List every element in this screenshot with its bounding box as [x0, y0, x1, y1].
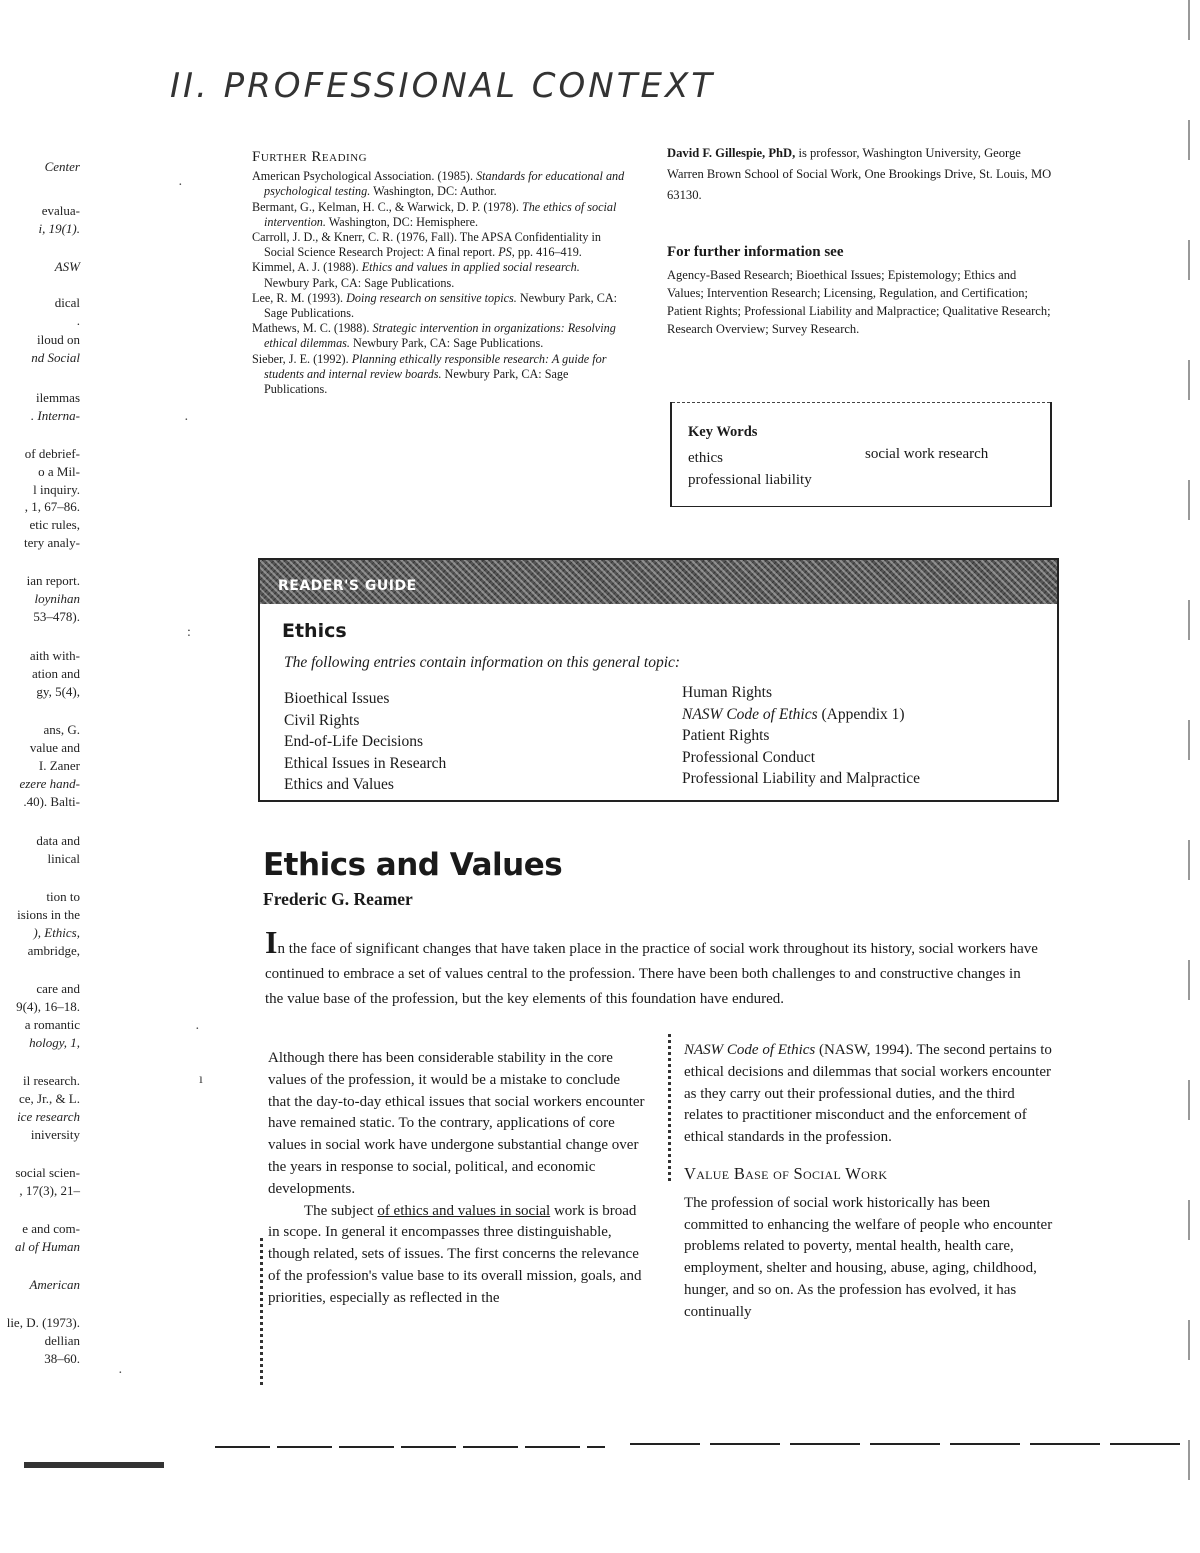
ref-text: Washington, DC: Hemisphere. [325, 214, 479, 229]
lede-text: n the face of significant changes that have taken place in the practice of social work throughout its history, social workers have continued to embrace a set of values central to the profession. There have been both challenges to and constructive changes in the value base of the profession, but the key elements of this foundation have endured. [265, 941, 1038, 1007]
margin-fragment: care and [36, 981, 80, 996]
ref-text: American Psychological Association. (1985). [252, 169, 477, 184]
ref-text: Newbury Park, CA: Sage Publications. [264, 290, 618, 321]
ref-text: Washington, DC: Author. [370, 184, 497, 199]
further-reading-heading: Further Reading [252, 149, 368, 165]
margin-fragment: . [76, 313, 80, 328]
guide-entry: End-of-Life Decisions [284, 733, 424, 750]
underlined-text: in social [496, 1202, 551, 1219]
reference-entry [252, 200, 627, 230]
readers-guide-box [258, 558, 1059, 802]
margin-fragment: dical [54, 295, 80, 310]
guide-entry: Civil Rights [284, 711, 360, 729]
margin-fragment: il research. [22, 1073, 80, 1088]
margin-fragment: linical [47, 851, 80, 866]
margin-fragment: ezere hand- [19, 776, 80, 791]
reference-entry [252, 352, 627, 398]
text-run: (NASW, 1994). The second pertains to ethical decisions and dilemmas that social workers encounter as they carry out their professional duties, and the third relates to practitioner misconduct and the enforcement of ethical standards in the profession. [684, 1042, 1052, 1146]
margin-fragment: i, 19(1). [38, 221, 80, 236]
ref-text: Sieber, J. E. (1992). [252, 351, 352, 366]
margin-fragment: social scien- [15, 1165, 80, 1180]
margin-fragment: lie, D. (1973). [6, 1315, 80, 1330]
margin-fragment: al of Human [15, 1239, 80, 1254]
reference-list [252, 169, 627, 397]
margin-fragment: Center [44, 159, 80, 174]
scan-speck: · [184, 413, 189, 428]
margin-fragment: nd Social [31, 350, 80, 365]
ref-title: Doing research on sensitive topics. [346, 290, 517, 305]
ref-title: Strategic intervention in organizations: Resolving ethical dilemmas. [264, 321, 616, 351]
ref-title: The ethics of social intervention. [264, 199, 617, 229]
margin-fragment: dellian [44, 1333, 80, 1348]
body-paragraph: Although there has been considerable stability in the core values of the profession, it would be a mistake to conclude that the day-to-day ethical issues that social workers encounter have remained static. To the contrary, applications of core values in social work have undergone substantial change over the years in response to social, political, and economic developments. [268, 1050, 645, 1197]
body-paragraph [684, 1040, 1054, 1149]
readers-guide-topic: Ethics [282, 620, 347, 642]
margin-fragment: 9(4), 16–18. [16, 999, 80, 1014]
margin-fragment: iniversity [30, 1127, 80, 1142]
ref-title: Planning ethically responsible research: A guide for students and internal review boards. [264, 351, 607, 381]
margin-fragment: gy, 5(4), [36, 684, 80, 699]
ref-text: Kimmel, A. J. (1988). [252, 260, 362, 275]
article-left-column [268, 1048, 646, 1310]
article-lede [265, 924, 1040, 1012]
ref-text: , pp. 416–419. [511, 245, 582, 260]
key-words-box [670, 402, 1052, 507]
guide-entry [682, 768, 920, 790]
scan-speck: · [178, 178, 183, 193]
margin-fragment: ans, G. [43, 722, 80, 737]
margin-fragment: tion to [46, 889, 80, 904]
keyword: social work research [865, 446, 989, 462]
scan-speck: · [195, 1022, 200, 1037]
keyword: ethics [688, 450, 723, 466]
margin-fragment: evalua- [41, 203, 80, 218]
margin-fragment: aith with- [29, 648, 80, 663]
margin-fragment: ilemmas [35, 390, 80, 405]
ref-text: Lee, R. M. (1993). [252, 290, 347, 305]
box-top-rule [672, 402, 1050, 403]
margin-fragment: hology, 1, [29, 1035, 80, 1050]
further-info-text: Agency-Based Research; Bioethical Issues; Epistemology; Ethics and Values; Intervention Research; Licensing, Regulation, and Certification; Patient Rights; Professional Liability and Malpractice; Qualitative Research; Research Overview; Survey Research. [667, 268, 1051, 336]
key-words-heading: Key Words [688, 424, 758, 440]
readers-guide-right-column [682, 682, 920, 790]
ref-text: Mathews, M. C. (1988). [252, 321, 373, 336]
readers-guide-label: READER'S GUIDE [278, 578, 417, 594]
margin-fragment: , 17(3), 21– [19, 1183, 80, 1198]
struck-text: of ethics and values [377, 1202, 497, 1219]
readers-guide-banner [260, 560, 1057, 604]
margin-fragment: o a Mil- [38, 464, 80, 479]
margin-fragment: isions in the [17, 907, 80, 922]
readers-guide-left-column [284, 688, 446, 796]
margin-fragment: ice research [17, 1109, 80, 1124]
reference-entry [252, 230, 627, 260]
bio-author-name: David F. Gillespie, PhD, [667, 146, 796, 160]
margin-fragment: tery analy- [24, 535, 80, 550]
margin-fragment: a romantic [24, 1017, 80, 1032]
bio-text: is professor, Washington University, George Warren Brown School of Social Work, One Brookings Drive, St. Louis, MO 63130. [667, 146, 1052, 202]
margin-fragment: 53–478). [33, 609, 80, 624]
further-information-section [667, 244, 1052, 338]
cropped-margin-column [0, 158, 112, 1378]
reference-entry [252, 321, 627, 351]
guide-entry [682, 682, 920, 704]
margin-fragment: ), Ethics, [33, 925, 80, 940]
ref-title: Standards for educational and psychological testing. [264, 169, 625, 199]
scan-edge [1188, 0, 1190, 1553]
margin-fragment: value and [29, 740, 80, 755]
reference-entry [252, 260, 627, 290]
italic-title: NASW Code of Ethics [684, 1042, 816, 1058]
article-author: Frederic G. Reamer [263, 889, 413, 909]
margin-fragment: ASW [54, 259, 80, 274]
ref-text: Newbury Park, CA: Sage Publications. [349, 336, 544, 351]
ref-text: Bermant, G., Kelman, H. C., & Warwick, D. P. (1978). [252, 199, 522, 214]
margin-fragment: of debrief- [24, 446, 80, 461]
margin-fragment: ian report. [26, 573, 80, 588]
guide-entry: Ethics and Values [284, 776, 394, 793]
guide-entry: Bioethical Issues [284, 690, 390, 707]
keyword: professional liability [688, 472, 812, 488]
margin-fragment: , 1, 67–86. [24, 499, 80, 514]
margin-fragment: ambridge, [27, 943, 80, 958]
margin-annotation-mark [668, 1034, 671, 1184]
margin-fragment: ce, Jr., & L. [18, 1091, 80, 1106]
margin-fragment: data and [36, 833, 80, 848]
section-heading: Value Base of Social Work [684, 1163, 888, 1183]
guide-entry-text: (Appendix 1) [817, 705, 905, 723]
text-run: work is broad in scope. In general it encompasses three distinguishable, though related, sets of issues. The first concerns the relevance of the profession's value base to its overall mission, goals, and priorities, especially as reflected in the [268, 1202, 642, 1306]
text-run: The subject [304, 1202, 378, 1219]
margin-fragment: . Interna- [30, 408, 80, 423]
ref-title: Ethics and values in applied social research. [361, 260, 580, 275]
handwritten-section-note: II. PROFESSIONAL CONTEXT [170, 66, 716, 106]
margin-fragment: I. Zaner [38, 758, 80, 773]
author-bio [667, 143, 1052, 206]
body-paragraph: The profession of social work historically has been committed to enhancing the welfare of people who encounter problems related to poverty, mental health, health care, employment, shelter and housing, abuse, aging, childhood, hunger, and so on. As the profession has evolved, it has continually [684, 1194, 1053, 1320]
margin-fragment: l inquiry. [33, 482, 80, 497]
guide-entry [682, 704, 920, 726]
scan-rule [215, 1446, 605, 1448]
ref-text: Carroll, J. D., & Knerr, C. R. (1976, Fall). The APSA Confidentiality in Social Science Research Project: A final report. [252, 230, 601, 260]
body-paragraph [268, 1201, 646, 1310]
article-right-column [684, 1040, 1054, 1324]
reference-entry [252, 291, 627, 321]
drop-cap: I [265, 924, 278, 960]
ref-text: Newbury Park, CA: Sage Publications. [264, 366, 569, 397]
margin-fragment: 38–60. [44, 1351, 80, 1366]
guide-entry [682, 747, 920, 769]
further-reading-section [252, 150, 627, 397]
scan-smudge [24, 1462, 164, 1468]
margin-fragment: iloud on [37, 332, 80, 347]
scan-speck: · [118, 1366, 123, 1381]
margin-annotation-mark [260, 1238, 263, 1388]
readers-guide-intro: The following entries contain information on this general topic: [284, 654, 681, 671]
margin-fragment: .40). Balti- [23, 794, 80, 809]
margin-fragment: American [29, 1277, 80, 1292]
ref-text: Newbury Park, CA: Sage Publications. [264, 275, 455, 290]
guide-entry-text: Human Rights [682, 684, 772, 701]
scan-speck: ı [199, 1072, 203, 1087]
article-title: Ethics and Values [263, 847, 563, 883]
reference-entry [252, 169, 627, 199]
scan-speck: : [187, 625, 191, 640]
guide-entry-text: Patient Rights [682, 727, 770, 744]
guide-entry-italic: NASW Code of Ethics [682, 705, 818, 723]
margin-fragment: e and com- [22, 1221, 80, 1236]
margin-fragment: loynihan [34, 591, 80, 606]
margin-fragment: ation and [31, 666, 80, 681]
guide-entry [682, 725, 920, 747]
guide-entry-text: Professional Liability and Malpractice [682, 770, 921, 787]
guide-entry: Ethical Issues in Research [284, 754, 447, 772]
guide-entry-text: Professional Conduct [682, 748, 816, 766]
further-info-heading: For further information see [667, 244, 844, 260]
scan-rule [630, 1443, 1190, 1445]
ref-title: PS [498, 245, 512, 260]
margin-fragment: etic rules, [29, 517, 80, 532]
